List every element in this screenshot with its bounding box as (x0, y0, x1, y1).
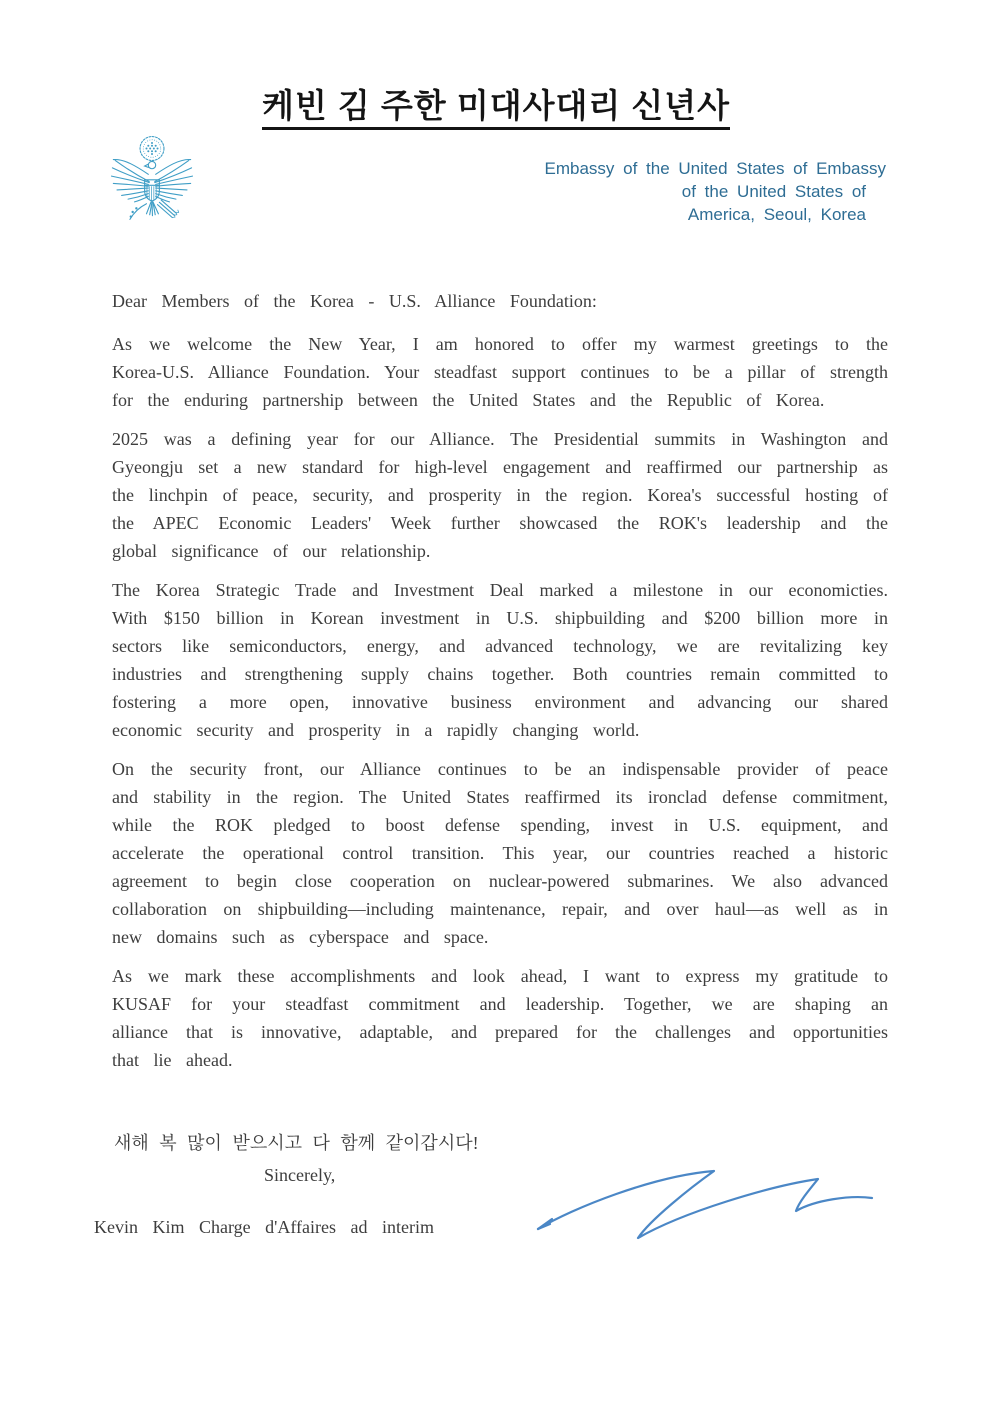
star-cluster (145, 142, 158, 155)
letter-paragraph: As we mark these accomplishments and look ahead, I want to express my gratitude to KUSAF for your steadfast commitment and leadership. Together, we are shaping an alliance that is innovative, adaptable, and prepared for the challenges and opportunities that lie ahead. (112, 966, 888, 1070)
page-title-text: 케빈 김 주한 미대사대리 신년사 (262, 87, 730, 130)
signer-name-line: Kevin Kim Charge d'Affaires ad interim (94, 1217, 435, 1237)
embassy-address-line: Embassy of the United States of Embassy (544, 159, 886, 178)
letter-paragraph: As we welcome the New Year, I am honored to offer my warmest greetings to the Korea-U.S. Alliance Foundation. Your steadfast support continues to be a pillar of strength for the enduring partnership between the United States and the Republic of Korea. (112, 334, 888, 410)
letter-body (94, 287, 888, 1241)
salutation: Dear Members of the Korea - U.S. Alliance Foundation: (112, 291, 597, 311)
embassy-address (545, 157, 886, 226)
letter-paragraph: The Korea Strategic Trade and Investment Deal marked a milestone in our economicties. With $150 billion in Korean investment in U.S. shipbuilding and $200 billion more in sectors like semiconductors, energy, and advanced technology, we are revitalizing key industries and strengthening supply chains together. Both countries remain committed to fostering a more open, innovative business environment and advancing our shared economic security and prosperity in a rapidly changing world. (112, 580, 888, 740)
page-title (0, 80, 992, 127)
embassy-address-line: of the United States of (681, 182, 866, 201)
closing-sincerely: Sincerely, (264, 1165, 336, 1185)
letter-paragraph: On the security front, our Alliance continues to be an indispensable provider of peace and stability in the region. The United States reaffirmed its ironclad defense commitment, while the ROK pledged to boost defense spending, invest in U.S. equipment, and accelerate the operational control transition. This year, our countries reached a historic agreement to begin close cooperation on nuclear-powered submarines. We also advanced collaboration on shipbuilding—including maintenance, repair, and over haul—as well as in new domains such as cyberspace and space. (112, 759, 888, 947)
us-great-seal-eagle-icon (106, 133, 198, 245)
closing-korean-greeting: 새해 복 많이 받으시고 다 함께 같이갑시다! (114, 1133, 479, 1153)
letterhead (106, 133, 886, 251)
letter-paragraph: 2025 was a defining year for our Alliance. The Presidential summits in Washington and Gyeongju set a new standard for high-level engagement and reaffirmed our partnership as the linchpin of peace, security, and prosperity in the region. Korea's successful hosting of the APEC Economic Leaders' Week further showcased the ROK's leadership and the global significance of our relationship. (112, 429, 888, 561)
embassy-address-line: America, Seoul, Korea (687, 205, 866, 224)
handwritten-signature (528, 1150, 878, 1246)
